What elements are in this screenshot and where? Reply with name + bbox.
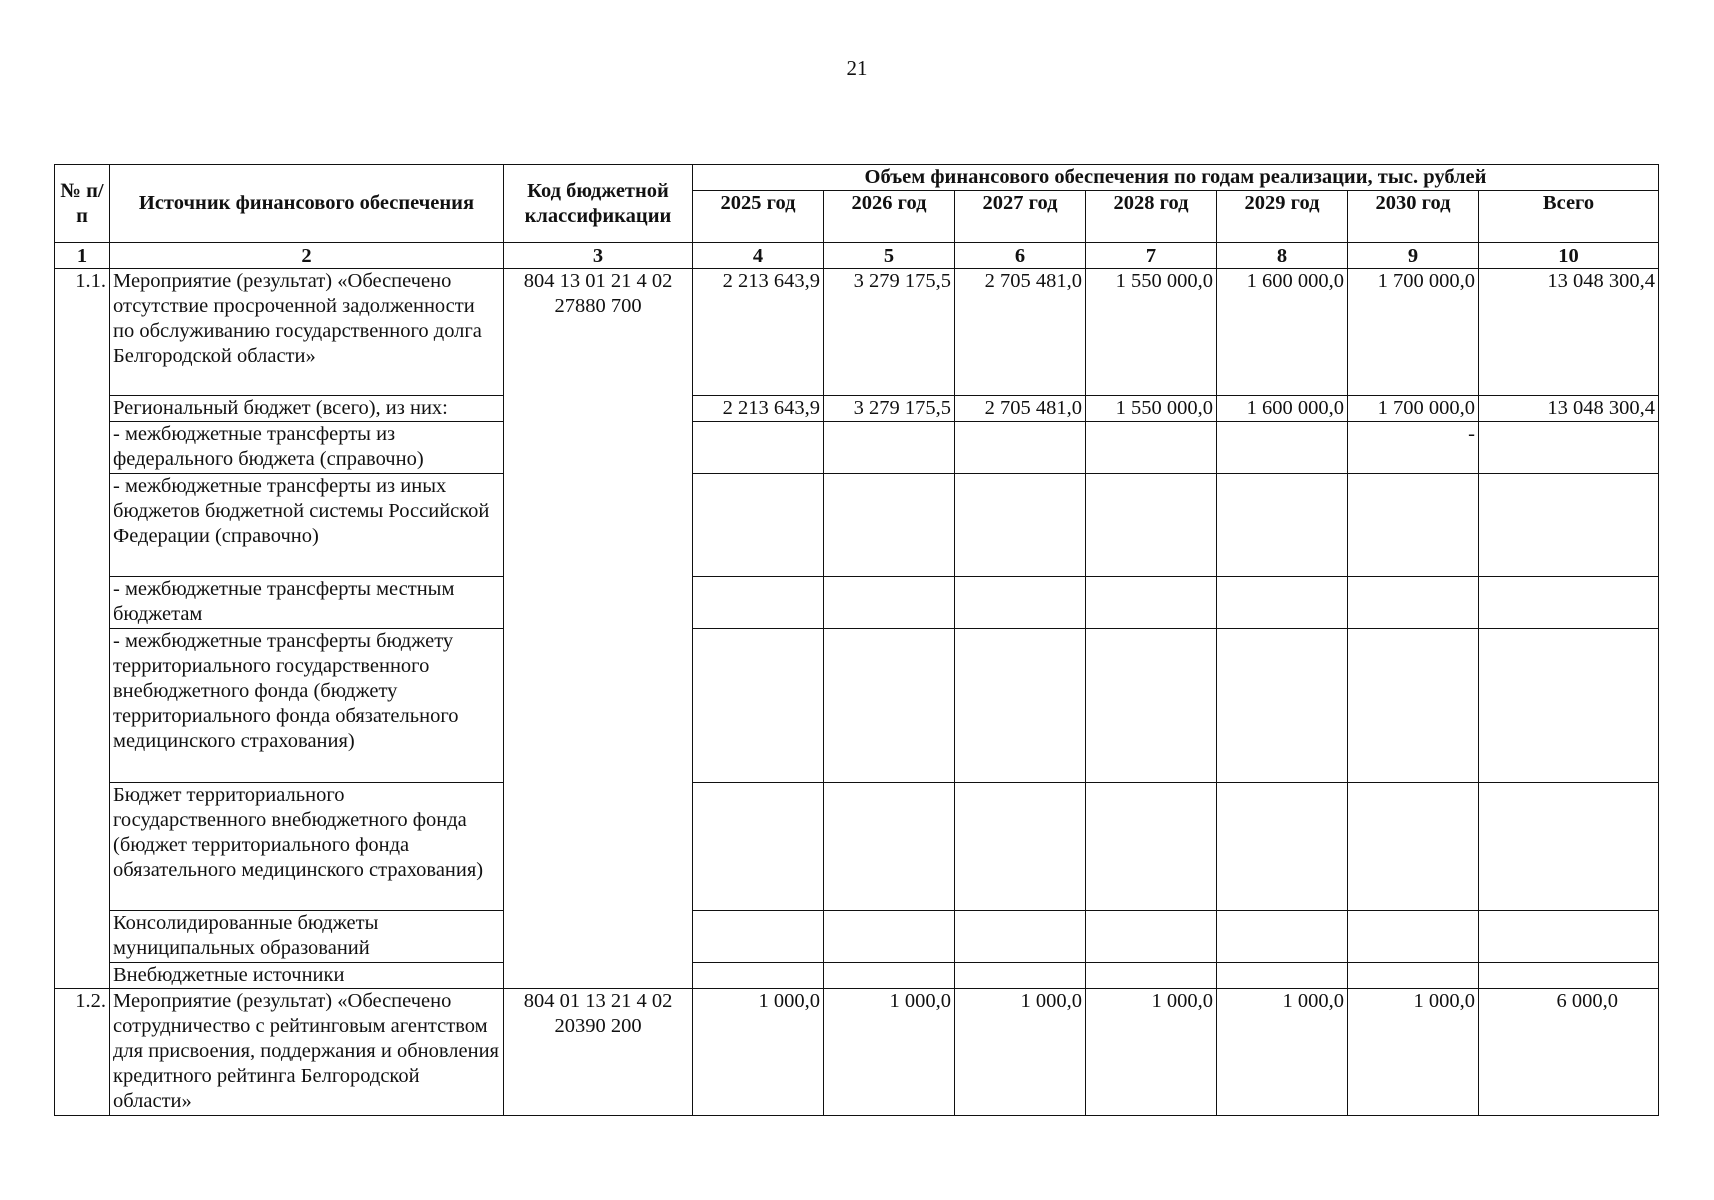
row-label: Внебюджетные источники <box>110 963 504 989</box>
row-label: Бюджет территориального государственного внебюджетного фонда (бюджет территориального фонда обязательного медицинского страхования) <box>110 783 504 911</box>
value-2028: 1 550 000,0 <box>1086 269 1217 396</box>
header-year-2030: 2030 год <box>1348 191 1479 243</box>
row-number: 1.1. <box>55 269 110 989</box>
value-2029: 1 000,0 <box>1217 989 1348 1116</box>
value-2026 <box>824 474 955 577</box>
budget-code: 804 01 13 21 4 02 20390 200 <box>504 989 693 1116</box>
value-2029 <box>1217 422 1348 474</box>
value-2029: 1 600 000,0 <box>1217 269 1348 396</box>
financing-table <box>54 164 1659 1116</box>
col-number: 5 <box>824 243 955 269</box>
value-2030: 1 000,0 <box>1348 989 1479 1116</box>
value-total <box>1479 422 1659 474</box>
value-2027: 2 705 481,0 <box>955 396 1086 422</box>
value-2030: - <box>1348 422 1479 474</box>
value-2026: 3 279 175,5 <box>824 396 955 422</box>
col-number: 8 <box>1217 243 1348 269</box>
value-2027 <box>955 783 1086 911</box>
row-label: Мероприятие (результат) «Обеспечено сотрудничество с рейтинговым агентством для присвоения, поддержания и обновления кредитного рейтинга Белгородской области» <box>110 989 504 1116</box>
value-2030 <box>1348 577 1479 629</box>
value-2025 <box>693 783 824 911</box>
value-2030: 1 700 000,0 <box>1348 269 1479 396</box>
header-year-2027: 2027 год <box>955 191 1086 243</box>
value-total <box>1479 911 1659 963</box>
table-row <box>55 396 1659 422</box>
value-2028: 1 000,0 <box>1086 989 1217 1116</box>
value-2026 <box>824 963 955 989</box>
value-2029 <box>1217 963 1348 989</box>
value-2027 <box>955 422 1086 474</box>
budget-code: 804 13 01 21 4 02 27880 700 <box>504 269 693 989</box>
value-2027 <box>955 911 1086 963</box>
header-year-2026: 2026 год <box>824 191 955 243</box>
value-2030 <box>1348 783 1479 911</box>
value-2027 <box>955 474 1086 577</box>
table-row <box>55 783 1659 911</box>
value-2029: 1 600 000,0 <box>1217 396 1348 422</box>
col-number: 2 <box>110 243 504 269</box>
value-2030 <box>1348 963 1479 989</box>
table-row <box>55 422 1659 474</box>
value-total <box>1479 963 1659 989</box>
value-2029 <box>1217 474 1348 577</box>
header-source: Источник финансового обеспечения <box>110 165 504 243</box>
value-2026: 1 000,0 <box>824 989 955 1116</box>
value-2025 <box>693 474 824 577</box>
page-number: 21 <box>846 56 868 80</box>
value-total: 6 000,0 <box>1479 989 1659 1116</box>
value-2027 <box>955 577 1086 629</box>
table-row <box>55 911 1659 963</box>
col-number: 6 <box>955 243 1086 269</box>
value-2030 <box>1348 911 1479 963</box>
value-2025: 2 213 643,9 <box>693 396 824 422</box>
value-2027: 2 705 481,0 <box>955 269 1086 396</box>
value-2025 <box>693 911 824 963</box>
value-2027 <box>955 963 1086 989</box>
row-label: - межбюджетные трансферты местным бюджетам <box>110 577 504 629</box>
col-number: 4 <box>693 243 824 269</box>
row-label: Региональный бюджет (всего), из них: <box>110 396 504 422</box>
value-2029 <box>1217 783 1348 911</box>
row-label: Мероприятие (результат) «Обеспечено отсутствие просроченной задолженности по обслуживанию государственного долга Белгородской области» <box>110 269 504 396</box>
value-2028 <box>1086 783 1217 911</box>
value-2025 <box>693 577 824 629</box>
value-total <box>1479 783 1659 911</box>
col-number: 10 <box>1479 243 1659 269</box>
value-2029 <box>1217 577 1348 629</box>
value-total <box>1479 577 1659 629</box>
row-label: Консолидированные бюджеты муниципальных образований <box>110 911 504 963</box>
value-2028 <box>1086 911 1217 963</box>
table-row <box>55 989 1659 1116</box>
value-2026 <box>824 629 955 783</box>
value-2026 <box>824 911 955 963</box>
value-total <box>1479 474 1659 577</box>
row-label: - межбюджетные трансферты бюджету территориального государственного внебюджетного фонда (бюджету территориального фонда обязательного медицинского страхования) <box>110 629 504 783</box>
header-year-2028: 2028 год <box>1086 191 1217 243</box>
header-total: Всего <box>1479 191 1659 243</box>
value-total: 13 048 300,4 <box>1479 396 1659 422</box>
header-no: № п/п <box>55 165 110 243</box>
row-number: 1.2. <box>55 989 110 1116</box>
value-2030: 1 700 000,0 <box>1348 396 1479 422</box>
table-row <box>55 577 1659 629</box>
value-2029 <box>1217 911 1348 963</box>
value-2025 <box>693 963 824 989</box>
col-number: 9 <box>1348 243 1479 269</box>
table-row <box>55 629 1659 783</box>
column-number-row <box>55 243 1659 269</box>
value-2027 <box>955 629 1086 783</box>
header-year-2029: 2029 год <box>1217 191 1348 243</box>
value-2028: 1 550 000,0 <box>1086 396 1217 422</box>
value-2028 <box>1086 629 1217 783</box>
value-2030 <box>1348 629 1479 783</box>
row-label: - межбюджетные трансферты из иных бюджетов бюджетной системы Российской Федерации (справочно) <box>110 474 504 577</box>
value-2026 <box>824 783 955 911</box>
value-2026 <box>824 577 955 629</box>
value-total <box>1479 629 1659 783</box>
value-2025: 2 213 643,9 <box>693 269 824 396</box>
value-2030 <box>1348 474 1479 577</box>
value-2029 <box>1217 629 1348 783</box>
value-total: 13 048 300,4 <box>1479 269 1659 396</box>
value-2025: 1 000,0 <box>693 989 824 1116</box>
table-row <box>55 474 1659 577</box>
col-number: 7 <box>1086 243 1217 269</box>
value-2028 <box>1086 577 1217 629</box>
header-year-2025: 2025 год <box>693 191 824 243</box>
value-2026: 3 279 175,5 <box>824 269 955 396</box>
value-2028 <box>1086 422 1217 474</box>
value-2025 <box>693 422 824 474</box>
value-2026 <box>824 422 955 474</box>
value-2025 <box>693 629 824 783</box>
value-2028 <box>1086 963 1217 989</box>
table-row <box>55 269 1659 396</box>
table-row <box>55 963 1659 989</box>
header-volume: Объем финансового обеспечения по годам реализации, тыс. рублей <box>693 165 1659 191</box>
col-number: 1 <box>55 243 110 269</box>
col-number: 3 <box>504 243 693 269</box>
row-label: - межбюджетные трансферты из федерального бюджета (справочно) <box>110 422 504 474</box>
header-row-1 <box>55 165 1659 191</box>
value-2028 <box>1086 474 1217 577</box>
value-2027: 1 000,0 <box>955 989 1086 1116</box>
header-code: Код бюджетной классификации <box>504 165 693 243</box>
